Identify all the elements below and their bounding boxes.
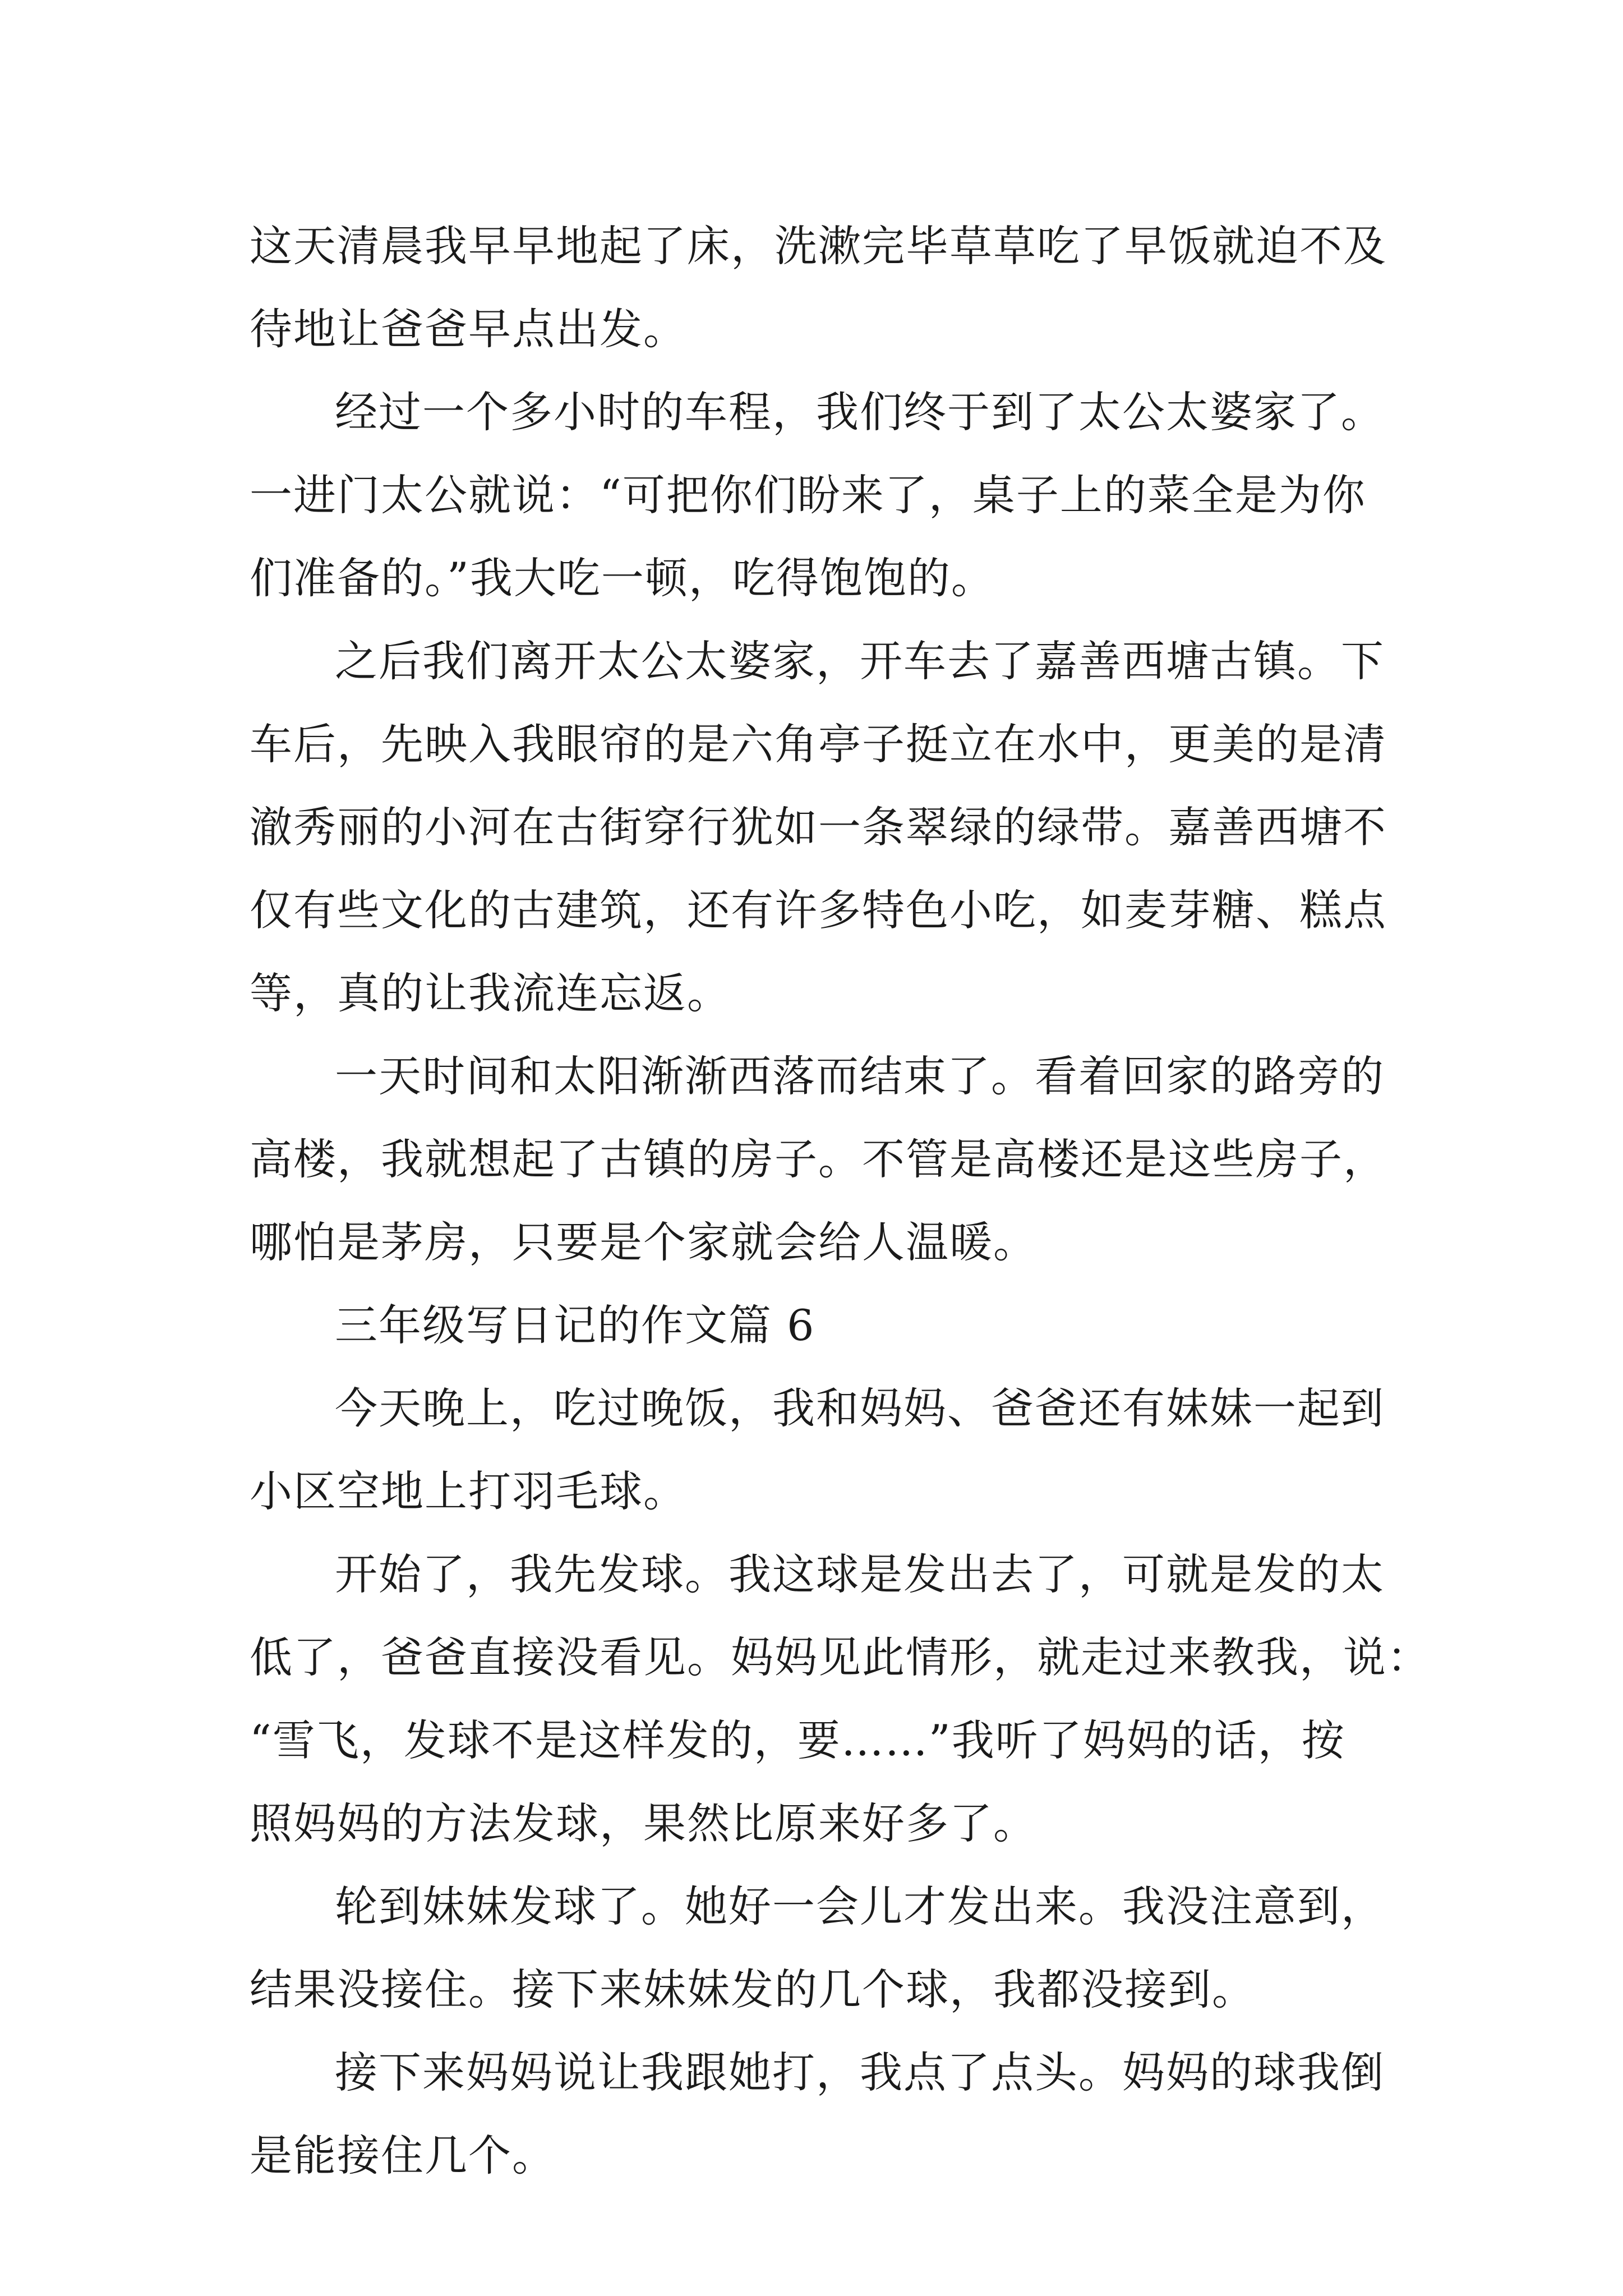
text-line: 结果没接住。接下来妹妹发的几个球，我都没接到。 [250,1964,1256,2014]
text-line: 一天时间和太阳渐渐西落而结束了。看着回家的路旁的 [335,1051,1385,1101]
text-line: 仅有些文化的古建筑，还有许多特色小吃，如麦芽糖、糕点 [250,885,1387,935]
text-line: 照妈妈的方法发球，果然比原来好多了。 [250,1798,1037,1848]
text-line: 这天清晨我早早地起了床，洗漱完毕草草吃了早饭就迫不及 [250,221,1387,271]
document-body [250,205,1431,2197]
text-line: 轮到妹妹发球了。她好一会儿才发出来。我没注意到， [335,1881,1385,1931]
text-line: 今天晚上，吃过晚饭，我和妈妈、爸爸还有妹妹一起到 [335,1383,1385,1433]
text-line: 们准备的。”我大吃一顿，吃得饱饱的。 [250,553,995,603]
text-line: “雪飞，发球不是这样发的，要……”我听了妈妈的话，按 [250,1715,1345,1765]
text-line: 车后，先映入我眼帘的是六角亭子挺立在水中，更美的是清 [250,719,1387,769]
text-line: 高楼，我就想起了古镇的房子。不管是高楼还是这些房子， [250,1134,1387,1184]
text-line: 经过一个多小时的车程，我们终于到了太公太婆家了。 [335,387,1385,437]
text-line: 接下来妈妈说让我跟她打，我点了点头。妈妈的球我倒 [335,2047,1385,2097]
text-line: 一进门太公就说：“可把你们盼来了，桌子上的菜全是为你 [250,470,1366,520]
text-line: 哪怕是茅房，只要是个家就会给人温暖。 [250,1217,1037,1267]
text-line: 之后我们离开太公太婆家，开车去了嘉善西塘古镇。下 [335,636,1385,686]
text-line: 低了，爸爸直接没看见。妈妈见此情形，就走过来教我，说： [250,1632,1431,1682]
text-line: 是能接住几个。 [250,2131,556,2180]
text-line: 澈秀丽的小河在古街穿行犹如一条翠绿的绿带。嘉善西塘不 [250,802,1387,852]
text-line: 等，真的让我流连忘返。 [250,968,731,1018]
section-heading: 三年级写日记的作文篇 6 [335,1300,815,1350]
text-line: 小区空地上打羽毛球。 [250,1466,687,1516]
text-line: 待地让爸爸早点出发。 [250,304,687,354]
text-line: 开始了，我先发球。我这球是发出去了，可就是发的太 [335,1549,1385,1599]
